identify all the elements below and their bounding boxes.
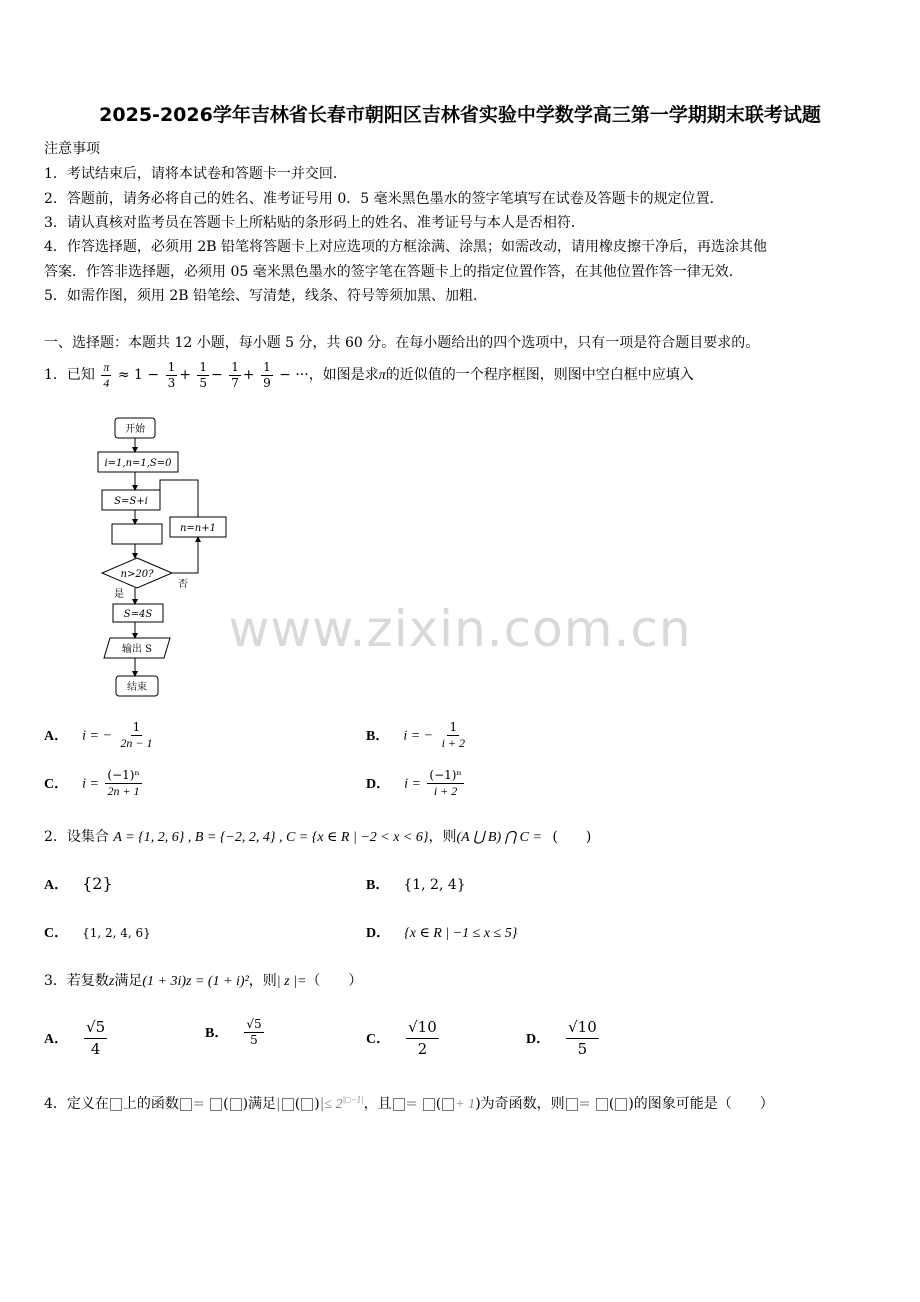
q3-z: z — [108, 974, 115, 989]
q2-expr2: (A ⋃ B) ⋂ C = — [456, 830, 542, 845]
q2-option-b[interactable] — [366, 874, 466, 894]
q1-option-c[interactable] — [44, 768, 144, 799]
q3-option-d-den: 5 — [577, 1040, 588, 1058]
page-title: 2025-2026学年吉林省长春市朝阳区吉林省实验中学数学高三第一学期期末联考试题 — [99, 104, 821, 126]
q3-option-b-den: 5 — [250, 1033, 258, 1047]
q3-option-b[interactable] — [205, 1017, 266, 1048]
q1-option-a-frac — [118, 720, 154, 751]
q4-number: 4． — [44, 1096, 67, 1112]
question-1: 1．已知 $\frac{\pi}{4}$ ≈ 1 − $\frac{1}{3}$ + $\frac{1}{5}$ − $\frac{1}{7}$ + $\frac{1}{9}$ − ···，如图是求π的近似值的一个程序框图，则图中空白框中应填入 — [44, 359, 694, 390]
q1-option-a-lhs: i = − — [82, 728, 112, 744]
q4-ineq: ≤ 2 — [324, 1097, 343, 1112]
q4-exponent: |□−1| — [342, 1094, 364, 1105]
q1-option-b-frac — [440, 720, 467, 751]
note-1: 1．考试结束后，请将本试卷和答题卡一并交回． — [44, 166, 347, 182]
q2-option-a[interactable] — [44, 874, 113, 894]
q3-text-a: 若复数 — [66, 973, 109, 989]
q3-option-c-frac — [406, 1017, 439, 1060]
q1-option-b-den: i + 2 — [441, 736, 466, 750]
q3-option-c-num: √10 — [406, 1017, 439, 1039]
q4-eq-2: = — [405, 1096, 422, 1112]
q4-missing-glyph-icon — [230, 1098, 242, 1111]
flow-blank-box — [112, 524, 162, 544]
flow-out-text: 输出 S — [121, 644, 153, 655]
q2-option-c[interactable] — [44, 922, 151, 942]
q2-number: 2． — [44, 829, 67, 845]
q1-option-a-num: 1 — [132, 720, 141, 734]
notes-heading: 注意事项 — [44, 141, 100, 157]
q4-t6: 的图象可能是（ ） — [633, 1096, 774, 1112]
q3-option-c[interactable] — [366, 1017, 441, 1060]
q1-option-c-num: (−1)ⁿ — [107, 768, 140, 782]
q3-expr: (1 + 3i)z = (1 + i)² — [142, 974, 249, 989]
q1-option-d-num: (−1)ⁿ — [429, 768, 462, 782]
q1-series-tail: − ··· — [279, 367, 309, 383]
q4-missing-glyph-icon — [110, 1098, 122, 1111]
q1-option-b[interactable] — [366, 720, 469, 751]
q1-option-d-label: D． — [366, 776, 391, 792]
q1-term-1-den: 3 — [167, 375, 176, 390]
q3-option-a-frac — [84, 1017, 107, 1060]
q4-missing-glyph-icon — [615, 1098, 627, 1111]
q1-number: 1． — [44, 367, 67, 383]
q4-eq-3: = — [578, 1096, 595, 1112]
note-4-cont: 答案．作答非选择题，必须用 05 毫米黑色墨水的签字笔在答题卡上的指定位置作答，在其他位置作答一律无效． — [44, 264, 743, 280]
q2-ask: ，则 — [428, 829, 457, 845]
q3-option-b-num: √5 — [246, 1017, 262, 1031]
q1-pi-den: 4 — [103, 375, 110, 390]
q3-option-c-den: 2 — [417, 1040, 428, 1058]
q1-option-c-frac — [105, 768, 141, 799]
q1-series-lead: ≈ 1 − — [117, 367, 160, 383]
q1-option-b-label: B． — [366, 728, 390, 744]
q4-eq-1: = — [192, 1096, 210, 1112]
q1-term-2 — [197, 360, 209, 391]
q1-option-d-lhs: i = — [404, 776, 421, 792]
q4-t4: ，且 — [363, 1096, 392, 1112]
q1-option-d-frac — [427, 768, 463, 799]
section-heading: 一、选择题：本题共 12 小题，每小题 5 分，共 60 分。在每小题给出的四个选项中，只有一项是符合题目要求的。 — [44, 335, 760, 351]
note-3: 3．请认真核对监考员在答题卡上所粘贴的条形码上的姓名、准考证号与本人是否相符． — [44, 215, 585, 231]
q3-option-d[interactable] — [526, 1017, 601, 1060]
flow-mult-text: S=4S — [123, 609, 153, 620]
q3-option-c-label: C． — [366, 1031, 391, 1047]
q2-option-d-val: {x ∈ R | −1 ≤ x ≤ 5} — [404, 926, 518, 941]
q3-text-b: 满足 — [114, 973, 143, 989]
q3-abs: | z |= — [276, 974, 307, 989]
q2-option-a-val: {2} — [82, 874, 113, 893]
note-4: 4．作答选择题，必须用 2B 铅笔将答题卡上对应选项的方框涂满、涂黑；如需改动，请用橡皮擦干净后，再选涂其他 — [44, 239, 767, 255]
q1-term-3-den: 7 — [231, 375, 239, 390]
q1-term-2-num: 1 — [199, 359, 208, 374]
q4-missing-glyph-icon — [210, 1098, 222, 1111]
flow-no-text: 否 — [178, 579, 188, 590]
q1-prefix: 已知 — [66, 367, 95, 383]
q1-option-b-lhs: i = − — [403, 728, 434, 744]
q1-term-4-num: 1 — [263, 359, 271, 374]
question-3 — [44, 970, 362, 990]
q3-option-d-label: D． — [526, 1031, 551, 1047]
q1-option-a[interactable] — [44, 720, 156, 751]
q1-option-a-den: 2n − 1 — [120, 736, 153, 750]
q2-option-c-val: {1, 2, 4, 6} — [82, 926, 151, 940]
q2-option-b-label: B． — [366, 878, 390, 893]
flow-init-text: i=1,n=1,S=0 — [104, 458, 172, 469]
q4-t2: 上的函数 — [122, 1096, 179, 1112]
q1-option-d[interactable] — [366, 768, 466, 799]
flow-update-text: S=S+i — [114, 496, 148, 507]
flow-inc-text: n=n+1 — [179, 523, 217, 534]
q4-t5: 为奇函数，则 — [480, 1096, 565, 1112]
q2-text: 设集合 — [66, 829, 109, 845]
q1-term-2-den: 5 — [199, 375, 208, 390]
q1-pi-fraction — [101, 360, 111, 391]
q3-text-c: ，则 — [248, 973, 277, 989]
q2-option-d-label: D． — [366, 926, 391, 941]
q4-t1: 定义在 — [66, 1096, 109, 1112]
q3-option-a[interactable] — [44, 1017, 109, 1060]
q4-t3: 满足 — [248, 1096, 277, 1112]
q2-expr: A = {1, 2, 6} , B = {−2, 2, 4} , C = {x ∈ R | −2 < x < 6} — [113, 830, 429, 845]
q3-option-a-label: A． — [44, 1031, 69, 1047]
q1-option-b-num: 1 — [449, 720, 458, 734]
q1-text-b: 的近似值的一个程序框图，则图中空白框中应填入 — [385, 367, 694, 383]
q1-term-1 — [166, 360, 178, 391]
flow-yes-text: 是 — [114, 589, 124, 600]
q1-term-3 — [229, 360, 241, 391]
q4-missing-glyph-icon — [301, 1098, 313, 1111]
flow-start-text: 开始 — [125, 424, 145, 435]
q2-option-b-val: {1, 2, 4} — [403, 877, 466, 893]
q3-option-b-frac — [244, 1017, 263, 1048]
q1-term-1-num: 1 — [167, 359, 176, 374]
q4-missing-glyph-icon — [423, 1098, 435, 1111]
q3-option-a-den: 4 — [90, 1040, 101, 1058]
q1-option-d-den: i + 2 — [433, 784, 458, 798]
q3-option-b-label: B． — [205, 1025, 229, 1041]
watermark: www.zixin.com.cn — [228, 600, 692, 658]
flow-end-text: 结束 — [127, 682, 147, 693]
q3-number: 3． — [44, 973, 67, 989]
q3-option-a-num: √5 — [84, 1017, 107, 1039]
q4-missing-glyph-icon — [442, 1098, 454, 1111]
q1-text-a: ，如图是求 — [308, 367, 379, 383]
q1-option-c-lhs: i = — [82, 776, 99, 792]
q4-plus1: + 1 — [455, 1097, 476, 1112]
q1-term-3-num: 1 — [231, 359, 239, 374]
q2-option-c-label: C． — [44, 926, 69, 941]
q1-term-4 — [261, 360, 273, 391]
q2-option-d[interactable] — [366, 922, 517, 942]
q1-pi-num: π — [103, 359, 110, 374]
q1-option-c-den: 2n + 1 — [107, 784, 140, 798]
q1-pi: π — [378, 368, 386, 383]
q1-option-c-label: C． — [44, 776, 69, 792]
question-4: 4．定义在 上的函数 = ( )满足| ( )|≤ $2^{|□-1|}$，且 = ( + 1)为奇函数，则 = ( )的图象可能是（ ） — [44, 1094, 774, 1112]
q4-missing-glyph-icon — [282, 1098, 294, 1111]
q2-paren: ( ) — [552, 829, 592, 845]
q1-term-4-den: 9 — [263, 375, 271, 390]
question-2 — [44, 826, 591, 846]
flow-cond-text: n>20? — [120, 569, 154, 580]
q3-option-d-num: √10 — [566, 1017, 599, 1039]
note-2: 2．答题前，请务必将自己的姓名、准考证号用 0．5 毫米黑色墨水的签字笔填写在试卷及答题卡的规定位置． — [44, 191, 724, 207]
q1-option-a-label: A． — [44, 728, 69, 744]
q4-missing-glyph-icon — [180, 1098, 192, 1111]
q3-paren: （ ） — [306, 973, 363, 989]
q4-missing-glyph-icon — [566, 1098, 578, 1111]
q4-missing-glyph-icon — [596, 1098, 608, 1111]
q3-option-d-frac — [566, 1017, 599, 1060]
q4-missing-glyph-icon — [393, 1098, 405, 1111]
q2-option-a-label: A． — [44, 878, 69, 893]
note-5: 5．如需作图，须用 2B 铅笔绘、写清楚，线条、符号等须加黑、加粗． — [44, 288, 488, 304]
